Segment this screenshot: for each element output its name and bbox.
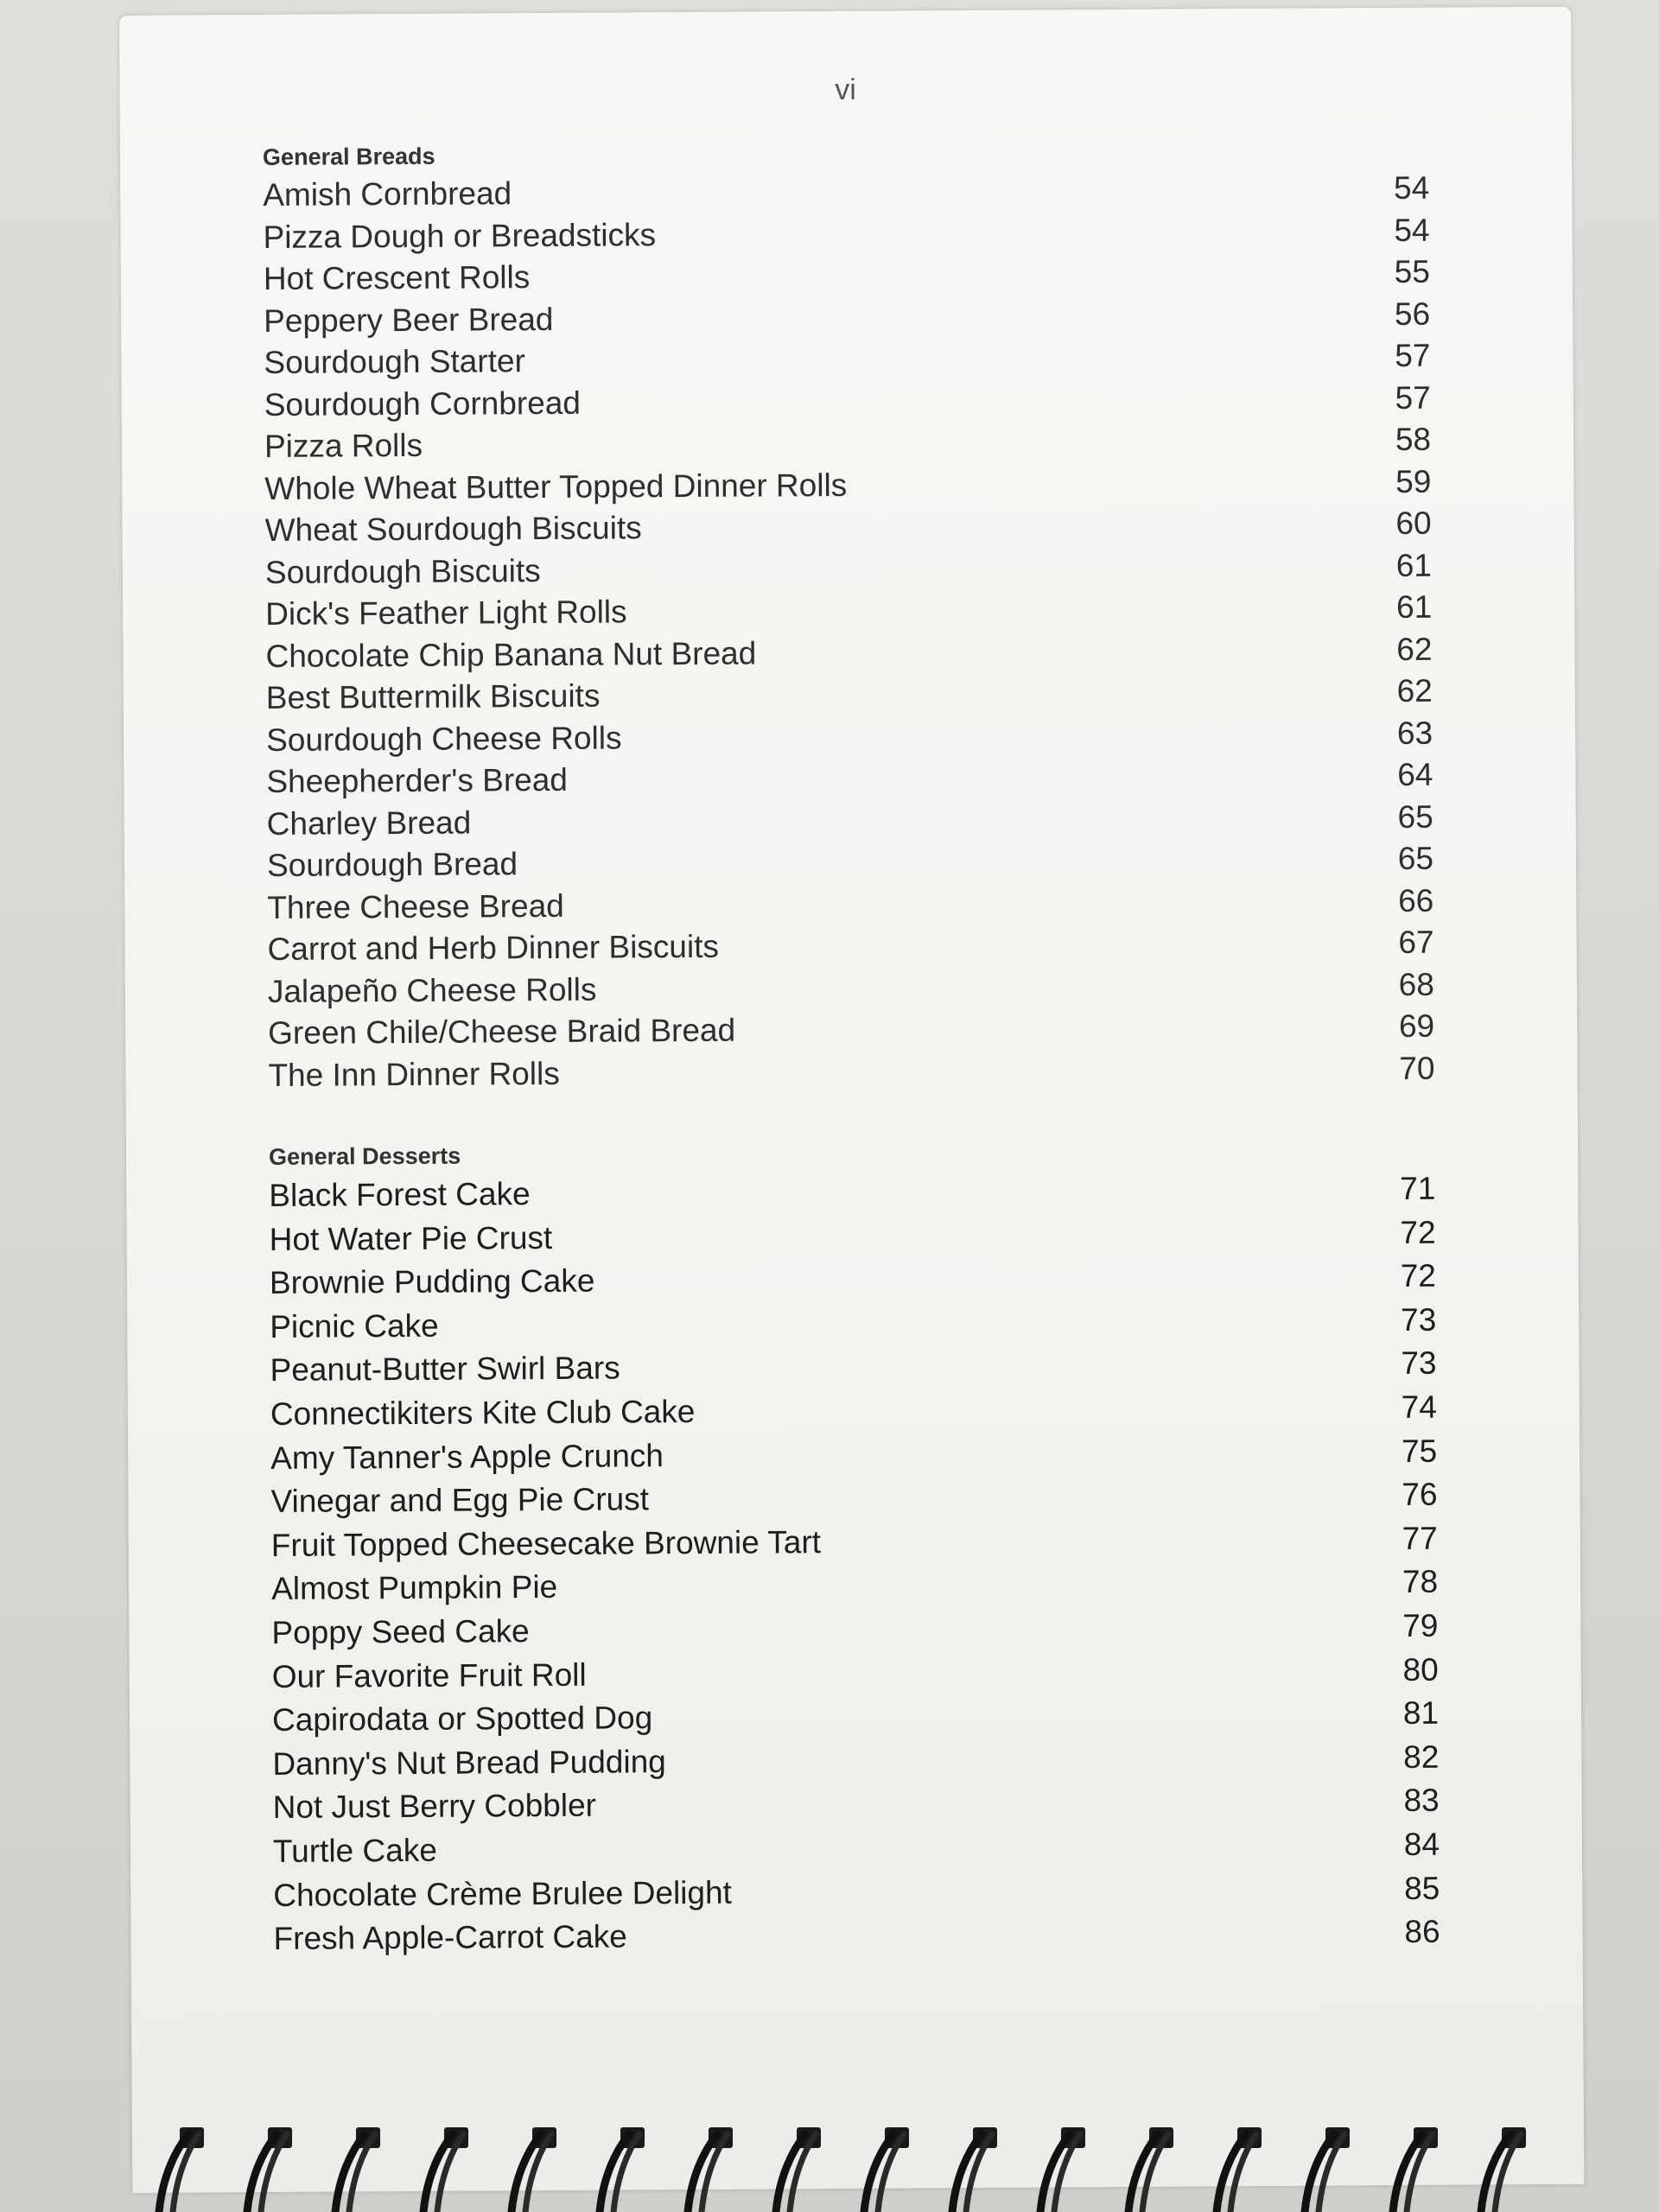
section-heading: General Breads bbox=[262, 143, 435, 170]
toc-entry bbox=[267, 796, 1433, 845]
entry-title: Whole Wheat Butter Topped Dinner Rolls bbox=[264, 467, 848, 506]
toc-entry bbox=[263, 209, 1429, 258]
spiral-loop bbox=[247, 2127, 292, 2212]
toc-entry bbox=[270, 1298, 1436, 1349]
toc-entry bbox=[270, 1429, 1437, 1480]
entry-page-number: 58 bbox=[1395, 421, 1432, 457]
entry-page-number: 83 bbox=[1403, 1783, 1440, 1819]
toc-entry bbox=[270, 1211, 1436, 1262]
toc-entry bbox=[273, 1779, 1440, 1830]
toc-entry bbox=[265, 544, 1432, 594]
entry-page-number: 62 bbox=[1396, 672, 1433, 709]
entry-page-number: 66 bbox=[1398, 882, 1434, 918]
toc-entry bbox=[271, 1560, 1438, 1611]
entry-title: Hot Water Pie Crust bbox=[269, 1219, 553, 1257]
entry-title: Our Favorite Fruit Roll bbox=[271, 1656, 587, 1694]
toc-entry bbox=[270, 1473, 1437, 1524]
spiral-loop bbox=[423, 2127, 468, 2212]
toc-entry bbox=[264, 377, 1431, 426]
toc-entry bbox=[269, 1167, 1435, 1218]
entry-page-number: 81 bbox=[1402, 1694, 1440, 1732]
spiral-loop bbox=[1040, 2127, 1085, 2212]
spiral-loop bbox=[952, 2127, 997, 2212]
entry-page-number: 84 bbox=[1403, 1826, 1440, 1862]
entry-page-number: 72 bbox=[1400, 1214, 1436, 1250]
entry-title: Pizza Dough or Breadsticks bbox=[263, 216, 657, 255]
toc-entry bbox=[264, 503, 1431, 552]
spiral-loop bbox=[688, 2127, 733, 2212]
spiral-loop bbox=[864, 2127, 909, 2212]
entry-page-number: 85 bbox=[1403, 1870, 1440, 1906]
spiral-binding bbox=[0, 2108, 1659, 2212]
spiral-loop bbox=[600, 2127, 645, 2212]
toc-entry bbox=[270, 1386, 1437, 1437]
spiral-loop bbox=[1128, 2127, 1173, 2212]
toc-entry bbox=[272, 1735, 1439, 1786]
toc-entry bbox=[264, 335, 1430, 385]
entry-page-number: 72 bbox=[1400, 1257, 1437, 1294]
entry-page-number: 69 bbox=[1398, 1007, 1435, 1044]
entry-page-number: 57 bbox=[1395, 337, 1431, 373]
entry-title: Picnic Cake bbox=[270, 1307, 439, 1344]
entry-page-number: 77 bbox=[1402, 1520, 1438, 1556]
entry-page-number: 65 bbox=[1397, 840, 1434, 876]
entry-title: Peppery Beer Bread bbox=[264, 301, 554, 339]
entry-page-number: 59 bbox=[1395, 463, 1432, 499]
spiral-loop bbox=[512, 2127, 556, 2212]
toc-entry bbox=[264, 461, 1431, 510]
entry-title: Vinegar and Egg Pie Crust bbox=[270, 1481, 650, 1520]
entry-page-number: 79 bbox=[1402, 1607, 1439, 1643]
entry-page-number: 63 bbox=[1396, 715, 1433, 751]
section-general-breads bbox=[263, 133, 1435, 1096]
entry-title: Carrot and Herb Dinner Biscuits bbox=[267, 928, 720, 967]
spiral-loop bbox=[776, 2127, 821, 2212]
entry-title: Black Forest Cake bbox=[269, 1176, 531, 1213]
entry-page-number: 68 bbox=[1398, 966, 1434, 1002]
entry-title: Danny's Nut Bread Pudding bbox=[272, 1743, 666, 1782]
toc-entry bbox=[264, 419, 1431, 468]
toc-entry bbox=[273, 1866, 1440, 1917]
toc-entry bbox=[268, 1006, 1434, 1055]
toc-entry bbox=[266, 671, 1433, 720]
entry-page-number: 65 bbox=[1397, 798, 1433, 835]
toc-entry bbox=[272, 1692, 1439, 1743]
spiral-loop bbox=[1217, 2127, 1262, 2212]
entry-page-number: 78 bbox=[1402, 1564, 1439, 1600]
entry-title: Sourdough Bread bbox=[266, 846, 518, 883]
entry-title: Charley Bread bbox=[266, 804, 472, 842]
spiral-loop bbox=[335, 2127, 380, 2212]
entry-title: Capirodata or Spotted Dog bbox=[271, 1700, 653, 1738]
entry-page-number: 60 bbox=[1395, 505, 1432, 541]
entry-title: Sourdough Starter bbox=[264, 343, 525, 380]
entry-title: Almost Pumpkin Pie bbox=[271, 1569, 558, 1607]
entry-title: Hot Crescent Rolls bbox=[263, 259, 531, 296]
entry-page-number: 86 bbox=[1404, 1913, 1440, 1950]
entry-page-number: 57 bbox=[1395, 379, 1431, 416]
toc-entry bbox=[270, 1255, 1436, 1306]
entry-list bbox=[263, 168, 1434, 1096]
entry-title: Not Just Berry Cobbler bbox=[272, 1787, 597, 1826]
entry-page-number: 61 bbox=[1395, 547, 1433, 583]
toc-entry bbox=[264, 251, 1430, 301]
toc-entry bbox=[268, 1047, 1434, 1096]
entry-page-number: 54 bbox=[1393, 169, 1430, 206]
entry-page-number: 56 bbox=[1394, 296, 1431, 332]
entry-title: Poppy Seed Cake bbox=[271, 1613, 530, 1650]
entry-title: Sourdough Cornbread bbox=[264, 385, 582, 423]
entry-page-number: 73 bbox=[1401, 1345, 1437, 1382]
entry-title: Jalapeño Cheese Rolls bbox=[267, 971, 597, 1009]
entry-title: Sourdough Biscuits bbox=[264, 552, 541, 590]
toc-entry bbox=[270, 1342, 1436, 1393]
toc-entry bbox=[263, 168, 1429, 217]
toc-entry bbox=[265, 628, 1432, 677]
table-of-contents bbox=[263, 133, 1440, 1961]
entry-page-number: 54 bbox=[1394, 212, 1430, 248]
entry-title: Amish Cornbread bbox=[263, 175, 512, 213]
toc-entry bbox=[271, 1605, 1438, 1656]
entry-page-number: 64 bbox=[1397, 756, 1433, 792]
entry-page-number: 71 bbox=[1400, 1170, 1436, 1206]
entry-page-number: 67 bbox=[1398, 924, 1434, 960]
entry-list bbox=[269, 1167, 1440, 1961]
entry-title: Chocolate Chip Banana Nut Bread bbox=[265, 635, 757, 674]
entry-title: Pizza Rolls bbox=[264, 427, 423, 464]
toc-entry bbox=[267, 922, 1433, 971]
entry-title: Chocolate Crème Brulee Delight bbox=[273, 1874, 732, 1913]
toc-entry bbox=[267, 838, 1433, 887]
entry-page-number: 70 bbox=[1399, 1050, 1435, 1086]
entry-page-number: 55 bbox=[1394, 253, 1430, 289]
entry-page-number: 75 bbox=[1401, 1433, 1438, 1469]
page-number: vi bbox=[835, 73, 856, 106]
toc-entry bbox=[273, 1910, 1440, 1961]
entry-title: The Inn Dinner Rolls bbox=[268, 1055, 560, 1093]
entry-page-number: 76 bbox=[1402, 1476, 1438, 1513]
spiral-loop bbox=[1393, 2127, 1438, 2212]
entry-title: Green Chile/Cheese Braid Bread bbox=[268, 1012, 736, 1051]
entry-title: Sourdough Cheese Rolls bbox=[265, 719, 622, 758]
toc-entry bbox=[273, 1823, 1440, 1874]
entry-page-number: 82 bbox=[1403, 1738, 1440, 1775]
section-heading: General Desserts bbox=[268, 1142, 461, 1170]
book-page bbox=[119, 7, 1584, 2193]
entry-page-number: 61 bbox=[1395, 588, 1433, 625]
toc-entry bbox=[265, 587, 1432, 636]
entry-title: Connectikiters Kite Club Cake bbox=[270, 1393, 696, 1432]
toc-entry bbox=[272, 1648, 1439, 1699]
entry-page-number: 62 bbox=[1396, 631, 1433, 667]
toc-entry bbox=[266, 754, 1433, 804]
entry-title: Turtle Cake bbox=[272, 1832, 437, 1869]
entry-title: Amy Tanner's Apple Crunch bbox=[270, 1437, 664, 1476]
entry-page-number: 74 bbox=[1401, 1389, 1437, 1425]
entry-title: Best Buttermilk Biscuits bbox=[265, 677, 601, 715]
toc-entry bbox=[268, 963, 1434, 1013]
toc-entry bbox=[264, 293, 1430, 342]
entry-title: Fruit Topped Cheesecake Brownie Tart bbox=[270, 1523, 822, 1563]
section-general-desserts bbox=[269, 1133, 1440, 1961]
toc-entry bbox=[266, 712, 1433, 761]
entry-page-number: 73 bbox=[1400, 1301, 1437, 1338]
entry-title: Dick's Feather Light Rolls bbox=[265, 594, 627, 632]
spiral-loop bbox=[1305, 2127, 1350, 2212]
entry-title: Fresh Apple-Carrot Cake bbox=[273, 1918, 627, 1957]
toc-entry bbox=[271, 1516, 1438, 1567]
spiral-loop bbox=[1481, 2127, 1526, 2212]
entry-title: Brownie Pudding Cake bbox=[269, 1262, 595, 1301]
entry-title: Sheepherder's Bread bbox=[266, 761, 569, 799]
entry-page-number: 80 bbox=[1402, 1651, 1439, 1688]
entry-title: Three Cheese Bread bbox=[267, 887, 564, 925]
toc-entry bbox=[267, 880, 1433, 929]
spiral-loop bbox=[159, 2127, 204, 2212]
entry-title: Peanut-Butter Swirl Bars bbox=[270, 1350, 620, 1389]
entry-title: Wheat Sourdough Biscuits bbox=[264, 510, 642, 548]
